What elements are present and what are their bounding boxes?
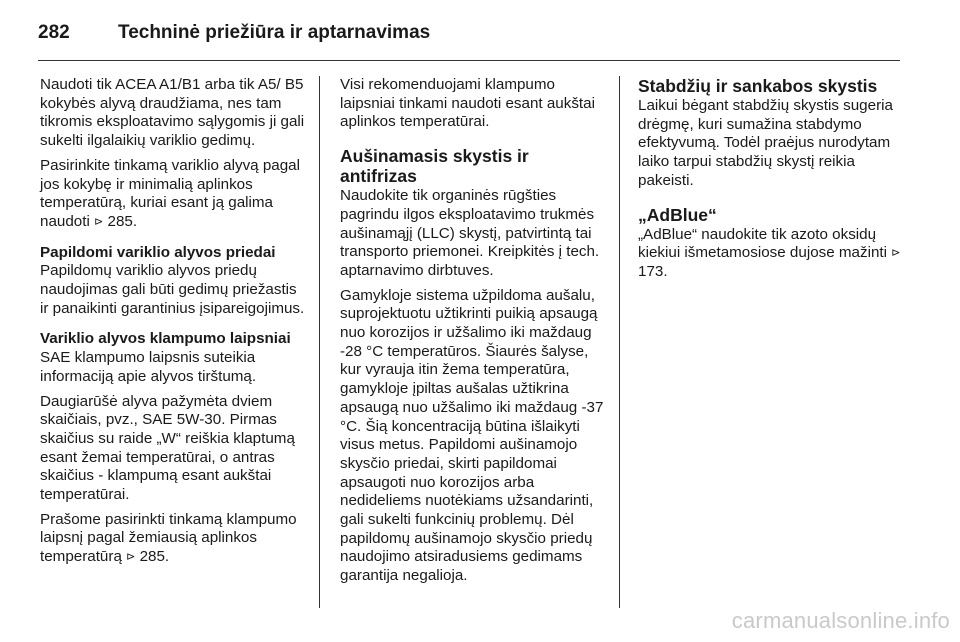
paragraph [40,511,306,567]
column-1 [40,76,306,573]
page-header [38,12,918,54]
page-reference-icon: ⊳ [126,551,136,564]
watermark: carmanualsonline.info [731,608,950,633]
page-number: 282 [38,22,70,43]
paragraph [40,157,306,232]
page-title: Techninė priežiūra ir aptarnavimas [118,22,431,43]
paragraph: Naudokite tik organinės rūgšties pagrindu ilgos eksploatavimo trukmės aušinamąjį (LLC) skystį, patvirtintą tai transporto priemonei. Kreipkitės į tech. aptarnavimo dirbtuves. [340,187,600,279]
header-divider [38,60,900,61]
paragraph: Laikui bėgant stabdžių skystis sugeria drėgmę, kuri sumažina stabdymo efektyvumą. Todėl praėjus nurodytam laiko tarpui stabdžių skystį reikia pakeisti. [638,97,893,189]
section-title: „AdBlue“ [638,204,717,225]
paragraph-text: Pasirinkite tinkamą variklio alyvą pagal jos kokybę ir minimalią aplinkos temperatūrą, kuriai esant ją galima naudoti [40,156,300,230]
section-title: Aušinamasis skystis ir antifrizas [340,146,529,187]
paragraph: Papildomų variklio alyvos priedų naudojimas gali būti gedimų priežastis ir panaikinti garantinius įsipareigojimus. [40,262,305,317]
subheading: Papildomi variklio alyvos priedai [40,243,276,261]
column-divider [619,76,620,608]
paragraph: Daugiarūšė alyva pažymėta dviem skaičiais, pvz., SAE 5W-30. Pirmas skaičius su raide „W“ reiškia klaptumą esant žemai temperatūrai, o antras skaičius - klampumą esant aukštai temperatūrai. [40,392,295,504]
paragraph: SAE klampumo laipsnis suteikia informaciją apie alyvos tirštumą. [40,349,257,385]
paragraph [638,226,904,282]
page-reference-link[interactable]: 285. [107,212,138,230]
paragraph-text: Prašome pasirinkti tinkamą klampumo laipsnį pagal žemiausią aplinkos temperatūrą [40,510,297,566]
subheading: Variklio alyvos klampumo laipsniai [40,330,291,348]
page-reference-icon: ⊳ [94,215,104,228]
paragraph: Visi rekomenduojami klampumo laipsniai tinkami naudoti esant aukštai aplinkos temperatūrai. [340,76,595,131]
page-reference-link[interactable]: 285. [139,548,170,566]
column-3 [638,76,904,288]
column-2 [340,76,606,592]
section-title: Stabdžių ir sankabos skystis [638,76,878,96]
paragraph: Gamykloje sistema užpildoma aušalu, suprojektuotu užtikrinti puikią apsaugą nuo korozijos ir užšalimo iki maždaug -28 °C temperatūros. Šiaurės šalyse, kur vyrauja itin žema temperatūra, gamykloje įpiltas aušalas užtikrina apsaugą nuo užšalimo iki maždaug -37 °C. Šią koncentraciją būtina išlaikyti visus metus. Papildomi aušinamojo skysčio priedai, skirti papildomai apsaugoti nuo korozijos arba nedideliems nuotėkiams užsandarinti, gali sukelti funkcinių problemų. Dėl papildomų aušinamojo skysčio priedų naudojimo atsiradusiems gedimams garantija negalioja. [340,286,604,585]
column-divider [319,76,320,608]
page-reference-icon: ⊳ [891,247,901,260]
page-reference-link[interactable]: 173. [638,262,668,280]
paragraph-text: „AdBlue“ naudokite tik azoto oksidų kiekiui išmetamosiose dujose mažinti [638,225,888,262]
paragraph: Naudoti tik ACEA A1/B1 arba tik A5/ B5 kokybės alyvą draudžiama, nes tam tikromis eksploatavimo sąlygomis ji gali sukelti ilgalaikių variklio gedimų. [40,76,305,150]
